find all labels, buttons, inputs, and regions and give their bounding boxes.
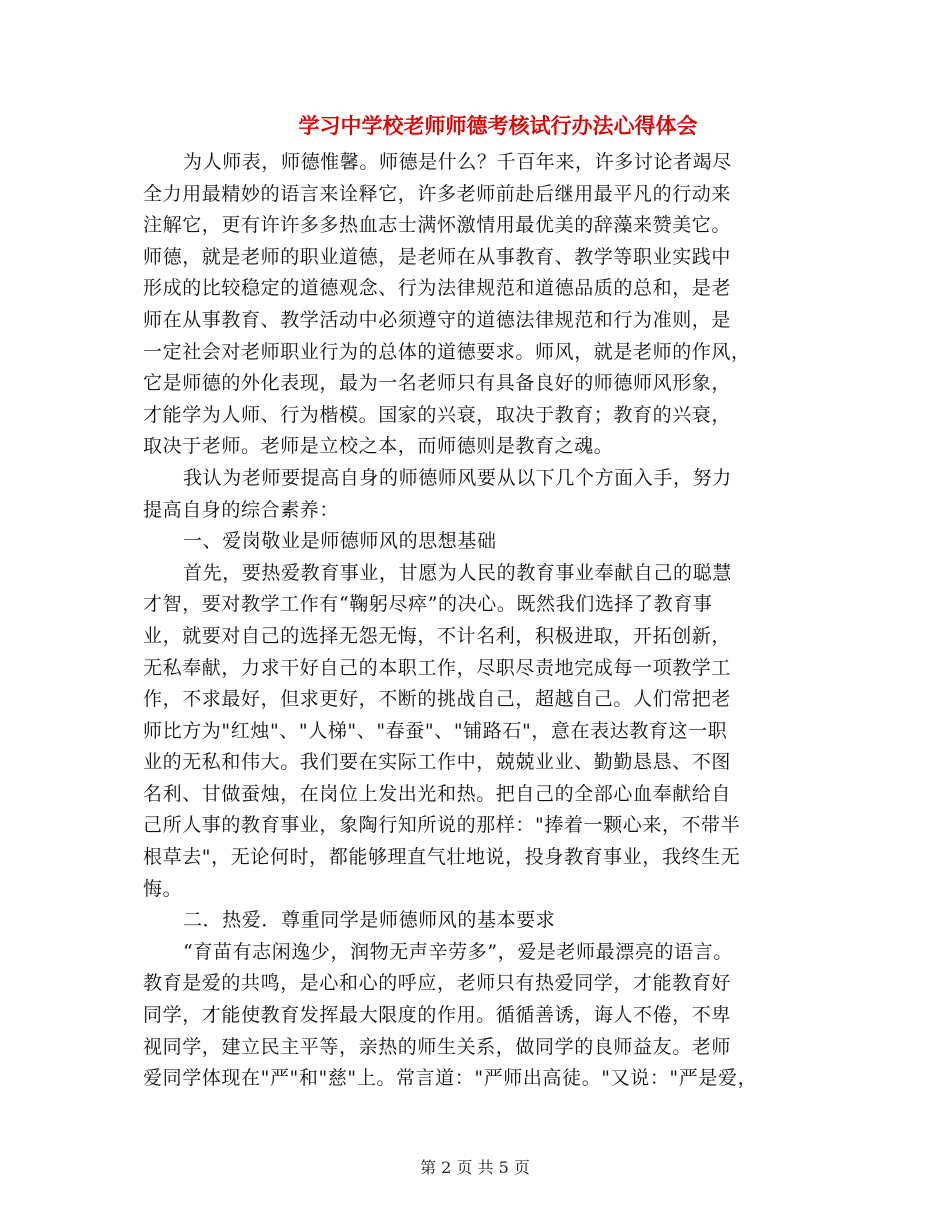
text-line: 注解它，更有许许多多热血志士满怀激情用最优美的辞藻来赞美它。	[143, 214, 732, 237]
text-line: 才能学为人师、行为楷模。国家的兴衰，取决于教育；教育的兴衰，	[143, 403, 732, 426]
text-line: 取决于老师。老师是立校之本，而师德则是教育之魂。	[143, 435, 614, 458]
text-line: 全力用最精妙的语言来诠释它，许多老师前赴后继用最平凡的行动来	[143, 182, 732, 205]
text-line: “育苗有志闲逸少，润物无声辛劳多”，爱是老师最漂亮的语言。	[183, 940, 733, 963]
text-line: 业的无私和伟大。我们要在实际工作中，兢兢业业、勤勤恳恳、不图	[143, 751, 732, 774]
text-line: 同学，才能使教育发挥最大限度的作用。循循善诱，诲人不倦，不卑	[143, 1004, 732, 1027]
text-line: 己所人事的教育事业，象陶行知所说的那样："捧着一颗心来，不带半	[143, 814, 741, 837]
text-line: 无私奉献，力求干好自己的本职工作，尽职尽责地完成每一项教学工	[143, 656, 732, 679]
text-line: 爱同学体现在"严"和"慈"上。常言道："严师出高徒。"又说："严是爱，	[143, 1067, 758, 1090]
text-line: 悔。	[143, 877, 183, 900]
text-line: 提高自身的综合素养：	[143, 498, 340, 521]
text-line: 为人师表，师德惟馨。师德是什么？千百年来，许多讨论者竭尽	[183, 151, 732, 173]
text-line: 它是师德的外化表现，最为一名老师只有具备良好的师德师风形象，	[143, 372, 732, 395]
text-line: 首先，要热爱教育事业，甘愿为人民的教育事业奉献自己的聪慧	[183, 561, 732, 584]
text-line: 师比方为"红烛"、"人梯"、"春蚕"、"铺路石"，意在表达教育这一职	[143, 719, 728, 742]
document-body	[143, 147, 807, 1095]
text-line: 名利、甘做蚕烛，在岗位上发出光和热。把自己的全部心血奉献给自	[143, 782, 732, 805]
text-line: 教育是爱的共鸣，是心和心的呼应，老师只有热爱同学，才能教育好	[143, 972, 732, 995]
text-line: 根草去"，无论何时，都能够理直气壮地说，投身教育事业，我终生无	[143, 846, 741, 869]
text-line: 作，不求最好，但求更好，不断的挑战自己，超越自己。人们常把老	[143, 688, 732, 711]
text-line: 才智，要对教学工作有“鞠躬尽瘁”的决心。既然我们选择了教育事	[143, 593, 713, 616]
text-line: 师德，就是老师的职业道德，是老师在从事教育、教学等职业实践中	[143, 245, 732, 268]
text-line: 形成的比较稳定的道德观念、行为法律规范和道德品质的总和，是老	[143, 277, 732, 300]
text-line: 业，就要对自己的选择无怨无悔，不计名利，积极进取，开拓创新，	[143, 624, 732, 647]
text-line: 二．热爱．尊重同学是师德师风的基本要求	[183, 909, 556, 932]
text-line: 我认为老师要提高自身的师德师风要从以下几个方面入手，努力	[183, 466, 732, 489]
text-line: 一、爱岗敬业是师德师风的思想基础	[183, 530, 497, 553]
text-line: 一定社会对老师职业行为的总体的道德要求。师风，就是老师的作风，	[143, 340, 751, 363]
text-line: 视同学，建立民主平等，亲热的师生关系，做同学的良师益友。老师	[143, 1035, 732, 1058]
text-line: 师在从事教育、教学活动中必须遵守的道德法律规范和行为准则，是	[143, 308, 732, 331]
document-title: 学习中学校老师师德考核试行办法心得体会	[298, 114, 698, 138]
page-footer: 第 2 页 共 5 页	[420, 1158, 530, 1177]
